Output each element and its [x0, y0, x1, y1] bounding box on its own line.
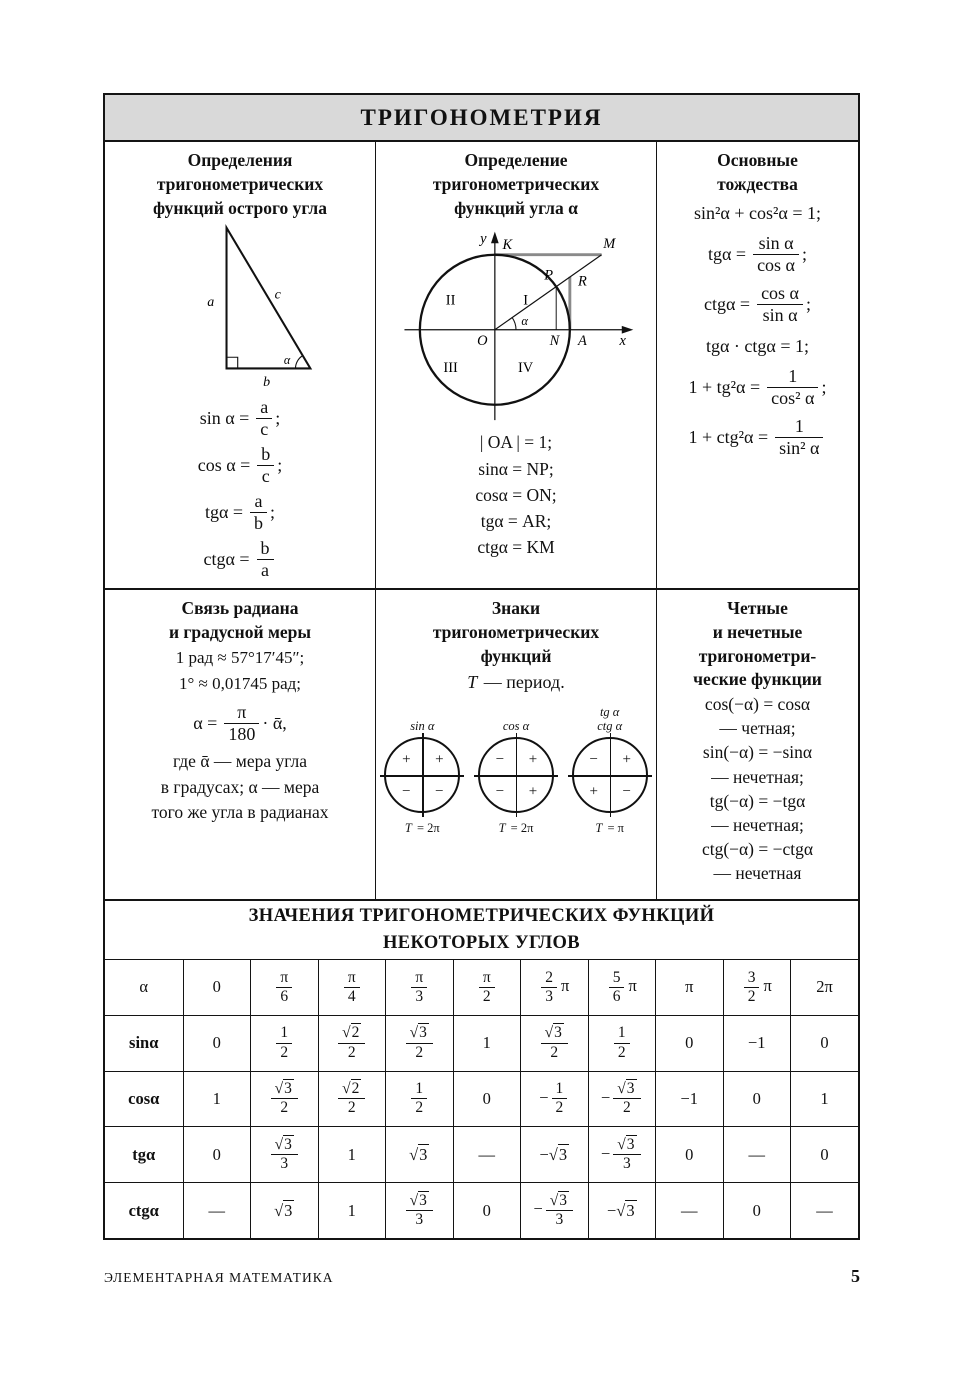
radian-note: того же угла в радианах — [151, 802, 329, 823]
value-cell: $\frac{1}{2}$ — [386, 1071, 454, 1127]
value-cell: 0 — [791, 1127, 859, 1183]
table-row — [105, 1127, 858, 1183]
sign-circle-diagram — [474, 733, 558, 817]
identity-product: tgα · ctgα = 1; — [706, 335, 809, 356]
value-cell: − $\frac{√3}{3}$ — [588, 1127, 656, 1183]
value-cell: − $\frac{1}{2}$ — [521, 1071, 589, 1127]
circle-def-line: ctgα = KM — [477, 537, 555, 558]
sign-circle-period: T = 2π — [404, 821, 440, 836]
heading-line: и градусной меры — [168, 621, 312, 642]
row-properties — [105, 588, 858, 899]
value-cell: $\frac{√2}{2}$ — [318, 1015, 386, 1071]
heading-line: тригонометрических — [432, 621, 600, 642]
trigonometry-sheet — [103, 93, 860, 1240]
value-cell: 1 — [791, 1071, 859, 1127]
quadrant-2-label: II — [445, 293, 456, 310]
identity-tg: tgα = $\frac{\text{sin α}}{\text{cos α}}$ ; — [707, 232, 808, 276]
sign-q4: − — [435, 783, 444, 800]
sign-circle-period: T = π — [595, 821, 624, 836]
angle-alpha-label: α — [521, 314, 528, 329]
value-cell: −√3 — [588, 1183, 656, 1238]
function-row-header: tgα — [105, 1127, 183, 1183]
heading-line: Определение — [464, 150, 568, 170]
angle-column-header: π — [656, 960, 724, 1015]
sign-q1: + — [435, 751, 444, 768]
heading-line: функций острого угла — [152, 197, 328, 218]
heading-line: тождества — [717, 173, 798, 194]
identity-ctg: ctgα = $\frac{\text{cos α}}{\text{sin α}}$ ; — [703, 282, 812, 326]
acute-formulas — [109, 395, 371, 583]
sign-q2: − — [495, 751, 505, 768]
fraction: $\frac{1}{\text{sin² α}}$ — [775, 416, 823, 459]
heading-line: Основные — [717, 150, 798, 170]
value-cell: $\frac{1}{2}$ — [251, 1015, 319, 1071]
fraction: $\frac{1}{\text{cos² α}}$ — [767, 366, 818, 409]
formula-tg — [109, 489, 371, 536]
angle-column-header: $\frac{\pi}{6}$ — [251, 960, 319, 1015]
sign-q2: + — [402, 751, 411, 768]
axis-y-label: y — [480, 231, 487, 248]
value-cell: 1 — [318, 1127, 386, 1183]
sign-circle-label: sin α — [410, 719, 435, 734]
value-cell: — — [656, 1183, 724, 1238]
formula-pre: sin α = — [199, 408, 250, 429]
cell-general-definition — [375, 142, 656, 588]
page-footer — [104, 1266, 860, 1287]
sign-circle-tg-ctg — [567, 699, 652, 836]
sign-circle-diagram — [380, 733, 464, 817]
cell-signs — [375, 590, 656, 899]
point-A-label: A — [577, 333, 587, 350]
value-cell: 1 — [183, 1071, 251, 1127]
sign-circles — [380, 699, 652, 836]
fraction: $\frac{a}{b}$ — [250, 491, 267, 534]
heading-line: Связь радиана — [181, 598, 299, 618]
value-cell: −1 — [656, 1071, 724, 1127]
value-cell: −1 — [723, 1015, 791, 1071]
parity-line: — четная; — [719, 718, 796, 739]
heading-line: тригонометрических — [432, 173, 600, 194]
circle-def-line: tgα = AR; — [480, 511, 552, 532]
table-row — [105, 1183, 858, 1238]
sheet-title-bar — [105, 95, 858, 142]
value-cell: √3 — [251, 1183, 319, 1238]
value-cell: 0 — [183, 1015, 251, 1071]
quadrant-4-label: IV — [518, 360, 534, 377]
period-note: T — период. — [467, 672, 565, 693]
cell-parity — [656, 590, 858, 899]
formula-post: ; — [275, 408, 281, 429]
radian-note: где ᾱ — мера угла — [172, 751, 308, 772]
fraction: $\frac{b}{a}$ — [257, 538, 274, 581]
radian-note: в градусах; α — мера — [160, 776, 320, 797]
table-row — [105, 1015, 858, 1071]
value-cell: $\frac{√3}{3}$ — [251, 1127, 319, 1183]
quadrant-3-label: III — [443, 360, 458, 377]
heading-line: ческие функции — [693, 669, 822, 690]
angle-column-header: 0 — [183, 960, 251, 1015]
value-cell: 0 — [723, 1071, 791, 1127]
values-table — [105, 960, 858, 1238]
sign-circle-sin — [380, 699, 465, 836]
angle-column-header: $\frac{5}{6}$ π — [588, 960, 656, 1015]
formula-pre: ctgα = — [203, 549, 250, 570]
value-cell: − $\frac{√3}{3}$ — [521, 1183, 589, 1238]
corner-header: α — [105, 960, 183, 1015]
sign-q2: − — [589, 751, 598, 768]
point-O-label: O — [477, 333, 488, 350]
triangle-angle-label: α — [283, 353, 290, 368]
sign-q1: + — [528, 751, 538, 768]
value-cell: 0 — [453, 1183, 521, 1238]
value-cell: $\frac{√3}{3}$ — [386, 1183, 454, 1238]
circle-def-line: | OA | = 1; — [479, 432, 553, 453]
value-cell: − $\frac{√3}{2}$ — [588, 1071, 656, 1127]
value-cell: 1 — [453, 1015, 521, 1071]
point-N-label: N — [549, 333, 560, 350]
circle-def-line: cosα = ON; — [475, 484, 557, 505]
triangle-svg — [138, 222, 343, 390]
parity-line: — нечетная — [713, 863, 802, 884]
angle-column-header: $\frac{3}{2}$ π — [723, 960, 791, 1015]
axis-x-label: x — [619, 333, 626, 350]
page-title: ТРИГОНОМЕТРИЯ — [360, 104, 603, 130]
sign-q3: − — [495, 783, 505, 800]
formula-pre: cos α = — [197, 455, 251, 476]
page-number: 5 — [851, 1266, 860, 1286]
values-section-title: ЗНАЧЕНИЯ ТРИГОНОМЕТРИЧЕСКИХ ФУНКЦИЙ НЕКОТОРЫХ УГЛОВ — [105, 899, 858, 960]
angle-column-header: 2π — [791, 960, 859, 1015]
unit-circle-diagram — [380, 222, 652, 429]
heading-line: функций угла α — [454, 197, 578, 218]
parity-line: tg(−α) = −tgα — [709, 790, 806, 811]
value-cell: 1 — [318, 1183, 386, 1238]
triangle-side-c-label: c — [274, 287, 281, 303]
triangle-side-a-label: a — [206, 295, 214, 311]
angle-column-header: $\frac{\pi}{4}$ — [318, 960, 386, 1015]
value-cell: $\frac{1}{2}$ — [588, 1015, 656, 1071]
sign-circle-label: cos α — [502, 719, 530, 734]
value-cell: $\frac{√3}{2}$ — [386, 1015, 454, 1071]
heading-line: функций — [480, 645, 552, 666]
function-row-header: cosα — [105, 1071, 183, 1127]
value-cell: $\frac{√3}{2}$ — [251, 1071, 319, 1127]
point-K-label: K — [502, 237, 513, 254]
identity-cosec: 1 + ctg²α = $\frac{1}{\text{sin² α}}$ — [661, 413, 854, 463]
identity-pythagorean: sin²α + cos²α = 1; — [694, 202, 821, 223]
heading-line: и нечетные — [712, 621, 803, 642]
formula-post: ; — [277, 455, 283, 476]
point-M-label: M — [603, 236, 616, 253]
right-triangle-diagram — [109, 222, 371, 395]
angle-column-header: $\frac{\pi}{3}$ — [386, 960, 454, 1015]
table-row — [105, 1071, 858, 1127]
fraction: $\frac{a}{c}$ — [256, 397, 272, 440]
radian-line-1: 1 рад ≈ 57°17′45″; — [175, 647, 305, 667]
sign-q4: − — [622, 783, 631, 800]
sign-circle-label: tg α ctg α — [597, 705, 623, 734]
parity-line: ctg(−α) = −ctgα — [701, 839, 814, 860]
function-row-header: ctgα — [105, 1183, 183, 1238]
fraction: $\frac{b}{c}$ — [257, 444, 274, 487]
triangle-side-b-label: b — [262, 375, 270, 391]
cell-identities — [656, 142, 858, 588]
value-cell: 0 — [453, 1071, 521, 1127]
formula-sin — [109, 395, 371, 442]
value-cell: 0 — [656, 1127, 724, 1183]
heading-line: тригонометрических — [156, 173, 324, 194]
radian-formula: α = $\frac{\pi}{180}$ · ᾱ, — [193, 701, 287, 744]
table-header-row — [105, 960, 858, 1015]
fraction: $\frac{\pi}{180}$ — [224, 702, 259, 745]
cell-acute-definitions — [105, 142, 375, 588]
identity-sec: 1 + tg²α = $\frac{1}{\text{cos² α}}$ ; — [688, 365, 827, 409]
formula-cos — [109, 442, 371, 489]
sign-q4: + — [528, 783, 538, 800]
sign-q3: + — [589, 783, 598, 800]
sign-circle-diagram — [568, 733, 652, 817]
point-R-label: R — [577, 273, 587, 290]
heading-line: Знаки — [491, 598, 541, 618]
parity-line: — нечетная; — [711, 814, 804, 835]
angle-column-header: $\frac{\pi}{2}$ — [453, 960, 521, 1015]
formula-post: ; — [270, 502, 276, 523]
unit-circle-svg — [391, 222, 641, 424]
cell-radian-degree — [105, 590, 375, 899]
value-cell: — — [723, 1127, 791, 1183]
circle-def-line: sinα = NP; — [478, 458, 554, 479]
value-cell: — — [183, 1183, 251, 1238]
footer-book-title: ЭЛЕМЕНТАРНАЯ МАТЕМАТИКА — [104, 1270, 334, 1285]
formula-pre: tgα = — [204, 502, 244, 523]
value-cell: −√3 — [521, 1127, 589, 1183]
fraction: $\frac{\text{cos α}}{\text{sin α}}$ — [757, 283, 803, 326]
parity-line: — нечетная; — [711, 766, 804, 787]
value-cell: √3 — [386, 1127, 454, 1183]
value-cell: 0 — [183, 1127, 251, 1183]
function-row-header: sinα — [105, 1015, 183, 1071]
sign-circle-cos — [474, 699, 559, 836]
radian-line-2: 1° ≈ 0,01745 рад; — [178, 673, 302, 693]
heading-line: тригонометри- — [698, 645, 817, 666]
sign-circle-period: T = 2π — [498, 821, 534, 836]
formula-ctg — [109, 536, 371, 583]
parity-line: cos(−α) = cosα — [704, 694, 811, 715]
heading-line: Четные — [727, 598, 788, 618]
value-cell: — — [791, 1183, 859, 1238]
angle-column-header: $\frac{2}{3}$ π — [521, 960, 589, 1015]
value-cell: $\frac{√2}{2}$ — [318, 1071, 386, 1127]
value-cell: — — [453, 1127, 521, 1183]
value-cell: $\frac{√3}{2}$ — [521, 1015, 589, 1071]
heading-line: Определения — [187, 150, 293, 170]
value-cell: 0 — [656, 1015, 724, 1071]
parity-line: sin(−α) = −sinα — [702, 742, 813, 763]
value-cell: 0 — [723, 1183, 791, 1238]
point-P-label: P — [544, 268, 554, 285]
quadrant-1-label: I — [523, 293, 529, 310]
fraction: $\frac{\text{sin α}}{\text{cos α}}$ — [753, 233, 799, 276]
value-cell: 0 — [791, 1015, 859, 1071]
row-definitions — [105, 142, 858, 588]
sign-q1: + — [622, 751, 631, 768]
sign-q3: − — [402, 783, 411, 800]
